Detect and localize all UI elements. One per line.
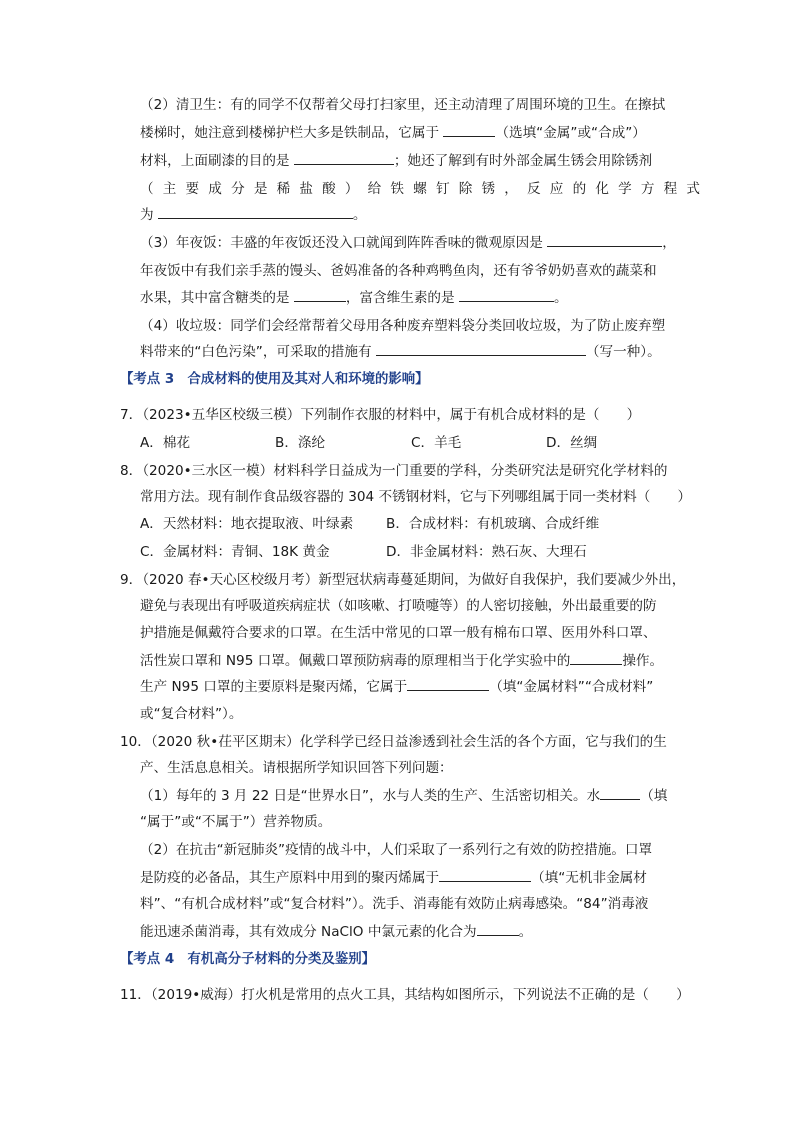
text: ；她还了解到有时外部金属生锈会用除锈剂: [393, 153, 653, 169]
text: ，富含维生素的是: [345, 290, 459, 306]
q6-part2-line4: （主要成分是稀盐酸）给铁螺钉除锈，反应的化学方程式: [140, 181, 700, 197]
answer-blank[interactable]: [477, 922, 519, 936]
text: （1）每年的 3 月 22 日是“世界水日”，水与人类的生产、生活密切相关。水: [140, 788, 601, 804]
text: 活性炭口罩和 N95 口罩。佩戴口罩预防病毒的原理相当于化学实验中的: [140, 653, 571, 669]
q7-option-d[interactable]: D．丝绸: [546, 435, 598, 451]
answer-blank[interactable]: [600, 786, 640, 800]
q7-option-b[interactable]: B．涤纶: [275, 435, 326, 451]
q8-option-d[interactable]: D．非金属材料：熟石灰、大理石: [386, 544, 587, 560]
q10-line2: 产、生活息息相关。请根据所学知识回答下列问题：: [140, 760, 453, 776]
q9-line6: 或“复合材料”）。: [140, 706, 243, 722]
q10-line7: 料”、“有机合成材料”或“复合材料”）。洗手、消毒能有效防止病毒感染。“84”消毒液: [140, 896, 649, 912]
q8-option-c[interactable]: C．金属材料：青铜、18K 黄金: [140, 544, 330, 560]
answer-blank[interactable]: [294, 288, 346, 302]
q9-line2: 避免与表现出有呼吸道疾病症状（如咳嗽、打喷嚏等）的人密切接触，外出最重要的防: [140, 598, 657, 614]
section-heading-3: 【考点 3 合成材料的使用及其对人和环境的影响】: [120, 372, 429, 387]
q7-stem: 7．（2023•五华区校级三模）下列制作衣服的材料中，属于有机合成材料的是（ ）: [120, 407, 641, 423]
answer-blank[interactable]: [158, 205, 353, 219]
text: 是防疫的必备品，其生产原料中用到的聚丙烯属于: [140, 870, 440, 886]
q10-line5: （2）在抗击“新冠肺炎”疫情的战斗中，人们采取了一系列行之有效的防控措施。口罩: [140, 842, 653, 858]
q8-option-b[interactable]: B．合成材料：有机玻璃、合成纤维: [386, 516, 600, 532]
text: 水果，其中富含糖类的是: [140, 290, 294, 306]
q6-part2-line2: [140, 123, 646, 143]
q10-line6: [140, 868, 647, 888]
q10-line8: [140, 922, 532, 942]
q9-line3: 护措施是佩戴符合要求的口罩。在生活中常见的口罩一般有棉布口罩、医用外科口罩、: [140, 625, 657, 641]
q10-line1: 10．（2020 秋•茌平区期末）化学科学已经日益渗透到社会生活的各个方面，它与我们的生: [120, 734, 667, 750]
text: ，: [662, 235, 676, 251]
text: 操作。: [622, 653, 664, 669]
q8-line1: 8．（2020•三水区一模）材料科学日益成为一门重要的学科，分类研究法是研究化学材料的: [120, 463, 668, 479]
q6-part3-line3: [140, 288, 568, 308]
q10-line3: [140, 786, 667, 806]
q9-line4: [140, 651, 663, 671]
text: 材料，上面刷漆的目的是: [140, 153, 294, 169]
q8-line2: 常用方法。现有制作食品级容器的 304 不锈钢材料，它与下列哪组属于同一类材料（ ）: [140, 489, 692, 505]
text: （填: [640, 788, 668, 804]
q7-option-c[interactable]: C．羊毛: [411, 435, 462, 451]
q7-option-a[interactable]: A．棉花: [140, 435, 191, 451]
text: 能迅速杀菌消毒，其有效成分 NaClO 中氯元素的化合为: [140, 924, 477, 940]
q6-part3-line1: [140, 233, 676, 253]
text: （3）年夜饭：丰盛的年夜饭还没入口就闻到阵阵香味的微观原因是: [140, 235, 548, 251]
text: 生产 N95 口罩的主要原料是聚丙烯，它属于: [140, 679, 408, 695]
text: 料带来的“白色污染”，可采取的措施有: [140, 344, 376, 360]
text: 。: [352, 207, 367, 223]
q6-part2-line1: （2）清卫生：有的同学不仅帮着父母打扫家里，还主动清理了周围环境的卫生。在擦拭: [140, 97, 666, 113]
text: （写一种）。: [585, 344, 661, 360]
answer-blank[interactable]: [439, 868, 531, 882]
answer-blank[interactable]: [376, 342, 586, 356]
text: 为: [140, 207, 158, 223]
q6-part4-line1: （4）收垃圾：同学们会经常帮着父母用各种废弃塑料袋分类回收垃圾，为了防止废弃塑: [140, 318, 666, 334]
q6-part2-line5: [140, 205, 367, 225]
answer-blank[interactable]: [407, 677, 489, 691]
q6-part3-line2: 年夜饭中有我们亲手蒸的馒头、爸妈准备的各种鸡鸭鱼肉，还有爷爷奶奶喜欢的蔬菜和: [140, 263, 657, 279]
text: 。: [553, 290, 568, 306]
text: （填“金属材料”“合成材料”: [489, 679, 654, 695]
q8-option-a[interactable]: A．天然材料：地衣提取液、叶绿素: [140, 516, 354, 532]
q6-part4-line2: [140, 342, 661, 362]
answer-blank[interactable]: [547, 233, 662, 247]
answer-blank[interactable]: [459, 288, 554, 302]
section-heading-4: 【考点 4 有机高分子材料的分类及鉴别】: [120, 952, 376, 967]
text: 楼梯时，她注意到楼梯护栏大多是铁制品，它属于: [140, 125, 444, 141]
text: 。: [518, 924, 533, 940]
answer-blank[interactable]: [443, 123, 495, 137]
text: （填“无机非金属材: [531, 870, 647, 886]
q9-line5: [140, 677, 653, 697]
q9-line1: 9．（2020 春•天心区校级月考）新型冠状病毒蔓延期间，为做好自我保护，我们要减少外出，: [120, 572, 686, 588]
q10-line4: “属于”或“不属于”）营养物质。: [140, 814, 332, 830]
q11-stem: 11．（2019•威海）打火机是常用的点火工具，其结构如图所示，下列说法不正确的是（ ）: [120, 987, 690, 1003]
answer-blank[interactable]: [570, 651, 622, 665]
q6-part2-line3: [140, 151, 652, 171]
text: （选填“金属”或“合成”）: [495, 125, 646, 141]
answer-blank[interactable]: [294, 151, 394, 165]
